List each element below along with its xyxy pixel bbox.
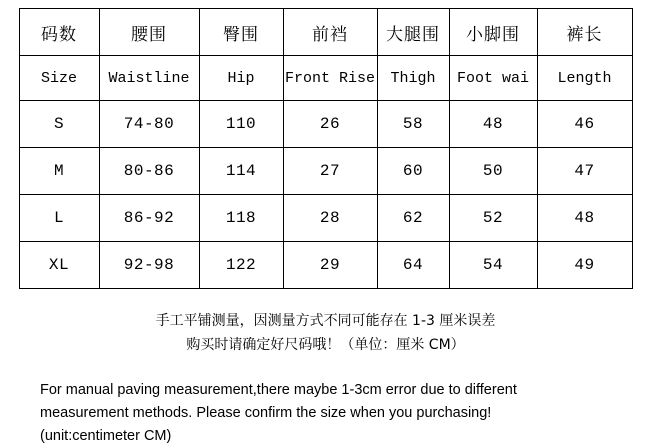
- cell-waistline-s: 74-80: [99, 101, 199, 148]
- header-cell-en-3: Front Rise: [283, 56, 377, 101]
- cell-hip-s: 110: [199, 101, 283, 148]
- cell-size-s: S: [19, 101, 99, 148]
- cell-waistline-l: 86-92: [99, 195, 199, 242]
- size-table: [19, 8, 633, 289]
- header-cell-en-1: Waistline: [99, 56, 199, 101]
- cell-foot-wai-l: 52: [449, 195, 537, 242]
- note-cn-line-2: 购买时请确定好尺码哦！（单位：厘米 CM）: [186, 337, 465, 353]
- cell-thigh-s: 58: [377, 101, 449, 148]
- cell-size-m: M: [19, 148, 99, 195]
- cell-length-m: 47: [537, 148, 632, 195]
- size-chart-page: [0, 8, 651, 442]
- cell-length-xl: 49: [537, 242, 632, 289]
- cell-hip-xl: 122: [199, 242, 283, 289]
- note-en-line-3: (unit:centimeter CM): [40, 428, 172, 444]
- header-cell-cn-4: 大腿围: [377, 9, 449, 56]
- header-cell-cn-2: 臀围: [199, 9, 283, 56]
- header-cell-en-6: Length: [537, 56, 632, 101]
- cell-foot-wai-xl: 54: [449, 242, 537, 289]
- measurement-note-cn: [0, 309, 651, 357]
- header-cell-en-4: Thigh: [377, 56, 449, 101]
- table-row: [19, 195, 632, 242]
- cell-length-l: 48: [537, 195, 632, 242]
- cell-hip-l: 118: [199, 195, 283, 242]
- header-cell-en-2: Hip: [199, 56, 283, 101]
- table-row: [19, 242, 632, 289]
- cell-front-rise-s: 26: [283, 101, 377, 148]
- cell-waistline-xl: 92-98: [99, 242, 199, 289]
- cell-foot-wai-m: 50: [449, 148, 537, 195]
- header-cell-en-5: Foot wai: [449, 56, 537, 101]
- cell-front-rise-m: 27: [283, 148, 377, 195]
- table-header-row-en: [19, 56, 632, 101]
- table-row: [19, 101, 632, 148]
- note-en-line-1: For manual paving measurement,there maybe 1-3cm error due to different: [40, 382, 517, 398]
- cell-size-l: L: [19, 195, 99, 242]
- cell-thigh-m: 60: [377, 148, 449, 195]
- measurement-note-en: [40, 379, 611, 448]
- header-cell-cn-1: 腰围: [99, 9, 199, 56]
- cell-length-s: 46: [537, 101, 632, 148]
- cell-hip-m: 114: [199, 148, 283, 195]
- table-header-row-cn: [19, 9, 632, 56]
- cell-waistline-m: 80-86: [99, 148, 199, 195]
- table-row: [19, 148, 632, 195]
- cell-front-rise-l: 28: [283, 195, 377, 242]
- header-cell-cn-5: 小脚围: [449, 9, 537, 56]
- cell-thigh-xl: 64: [377, 242, 449, 289]
- cell-foot-wai-s: 48: [449, 101, 537, 148]
- cell-front-rise-xl: 29: [283, 242, 377, 289]
- header-cell-cn-6: 裤长: [537, 9, 632, 56]
- cell-thigh-l: 62: [377, 195, 449, 242]
- header-cell-cn-3: 前裆: [283, 9, 377, 56]
- header-cell-en-0: Size: [19, 56, 99, 101]
- header-cell-cn-0: 码数: [19, 9, 99, 56]
- note-en-line-2: measurement methods. Please confirm the size when you purchasing!: [40, 405, 492, 421]
- note-cn-line-1: 手工平铺测量，因测量方式不同可能存在 1-3 厘米误差: [155, 313, 496, 329]
- cell-size-xl: XL: [19, 242, 99, 289]
